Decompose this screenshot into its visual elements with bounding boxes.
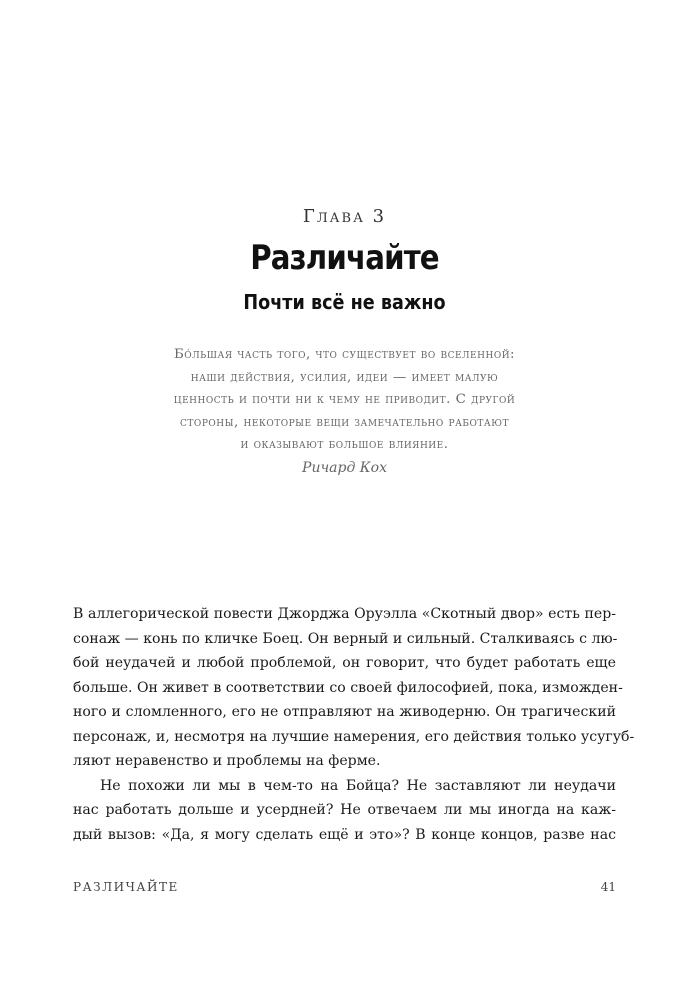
epigraph-line: и оказывают большое влияние. [240,437,449,452]
epigraph-line: ценность и почти ни к чему не приводит. С другой [173,392,516,407]
text-line: В аллегорической повести Джорджа Оруэлла «Скотный двор» есть пер- [73,606,616,622]
text-line: ного и сломленного, его не отправляют на живодерню. Он трагический [73,704,616,720]
paragraph-1 [73,602,635,774]
page-number: 41 [600,880,616,894]
running-title: РАЗЛИЧАЙТЕ [73,880,179,894]
paragraph-2 [73,774,616,848]
text-line: Не похожи ли мы в чем-то на Бойца? Не заставляют ли неудачи [100,777,616,794]
text-line: нас работать дольше и усердней? Не отвечаем ли мы иногда на каж- [73,802,616,818]
epigraph-line: Бо́льшая часть того, что существует во вселенной: [173,347,516,362]
epigraph [100,344,589,479]
text-line: дый вызов: «Да, я могу сделать ещё и это»? В конце концов, разве нас [73,826,616,843]
epigraph-line: стороны, некоторые вещи замечательно работают [180,414,509,430]
chapter-label: Глава 3 [302,206,387,227]
text-line: бой неудачей и любой проблемой, он говорит, что будет работать еще [73,655,616,671]
text-line: ляют неравенство и проблемы на ферме. [73,753,381,769]
body-text [73,602,635,847]
epigraph-line: наши действия, усилия, идеи — имеет малую [190,369,499,385]
text-line: сонаж — конь по кличке Боец. Он верный и сильный. Сталкиваясь с лю- [73,630,618,647]
text-line: персонаж, и, несмотря на лучшие намерения, его действия только усугуб- [73,728,635,745]
text-line: больше. Он живет в соответствии со своей философией, пока, изможден- [73,679,623,696]
chapter-title: Различайте [250,238,439,278]
chapter-subtitle: Почти всё не важно [243,290,446,314]
epigraph-author: Ричард Кох [302,459,387,476]
